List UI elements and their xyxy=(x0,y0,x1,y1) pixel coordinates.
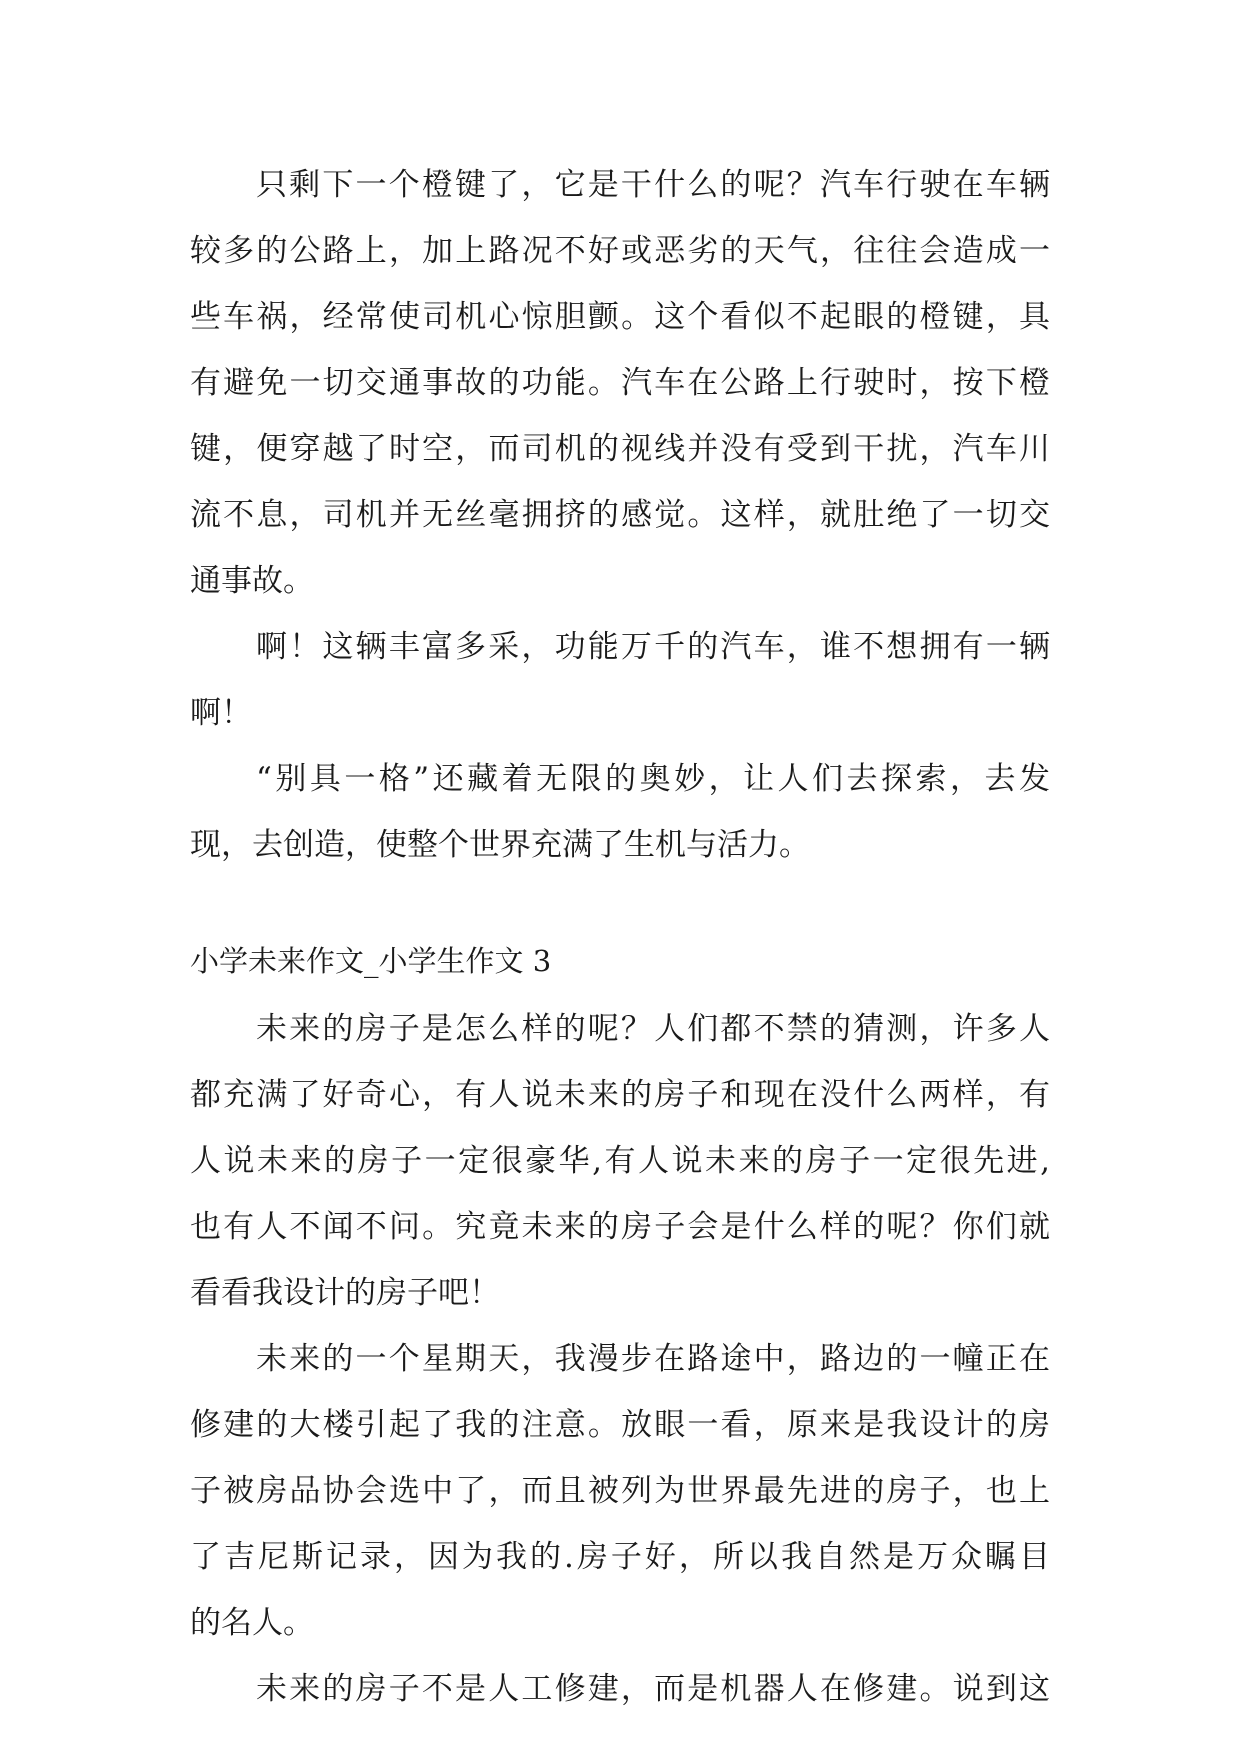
text-line: 只剩下一个橙键了，它是干什么的呢？汽车行驶在车辆 xyxy=(256,167,1050,203)
text-line: 了吉尼斯记录，因为我的.房子好，所以我自然是万众瞩目 xyxy=(190,1539,1050,1575)
paragraph-sunday xyxy=(190,1326,1050,1656)
text-line: 看看我设计的房子吧！ xyxy=(190,1275,500,1311)
text-line: 有避免一切交通事故的功能。汽车在公路上行驶时，按下橙 xyxy=(190,365,1050,401)
text-line: 未来的一个星期天，我漫步在路途中，路边的一幢正在 xyxy=(256,1341,1050,1377)
text-line: 较多的公路上，加上路况不好或恶劣的天气，往往会造成一 xyxy=(190,233,1050,269)
text-line: 也有人不闻不问。究竟未来的房子会是什么样的呢？你们就 xyxy=(190,1209,1050,1245)
section-title: 小学未来作文_小学生作文 3 xyxy=(190,944,552,978)
text-line: 子被房品协会选中了，而且被列为世界最先进的房子，也上 xyxy=(190,1473,1050,1509)
text-line: 啊！这辆丰富多采，功能万千的汽车，谁不想拥有一辆 xyxy=(256,629,1050,665)
document-page xyxy=(190,152,1050,1722)
text-line: 通事故。 xyxy=(190,563,314,599)
text-line: 现，去创造，使整个世界充满了生机与活力。 xyxy=(190,827,810,863)
text-line: 未来的房子是怎么样的呢？人们都不禁的猜测，许多人 xyxy=(256,1011,1050,1047)
paragraph-future-house xyxy=(190,996,1050,1326)
text-line: “别具一格”还藏着无限的奥妙，让人们去探索，去发 xyxy=(256,761,1050,797)
text-line: 键，便穿越了时空，而司机的视线并没有受到干扰，汽车川 xyxy=(190,431,1050,467)
text-line: 修建的大楼引起了我的注意。放眼一看，原来是我设计的房 xyxy=(190,1407,1050,1443)
text-line: 流不息，司机并无丝毫拥挤的感觉。这样，就肚绝了一切交 xyxy=(190,497,1050,533)
paragraph-unique xyxy=(190,746,1050,878)
paragraph-orange-key xyxy=(190,152,1050,614)
paragraph-exclamation xyxy=(190,614,1050,746)
text-line: 都充满了好奇心，有人说未来的房子和现在没什么两样，有 xyxy=(190,1077,1050,1113)
text-line: 的名人。 xyxy=(190,1605,314,1641)
text-line: 人说未来的房子一定很豪华,有人说未来的房子一定很先进, xyxy=(190,1143,1050,1179)
text-line: 未来的房子不是人工修建，而是机器人在修建。说到这 xyxy=(256,1671,1050,1707)
paragraph-robots xyxy=(190,1656,1050,1722)
text-line: 些车祸，经常使司机心惊胆颤。这个看似不起眼的橙键，具 xyxy=(190,299,1050,335)
text-line: 啊！ xyxy=(190,695,252,731)
